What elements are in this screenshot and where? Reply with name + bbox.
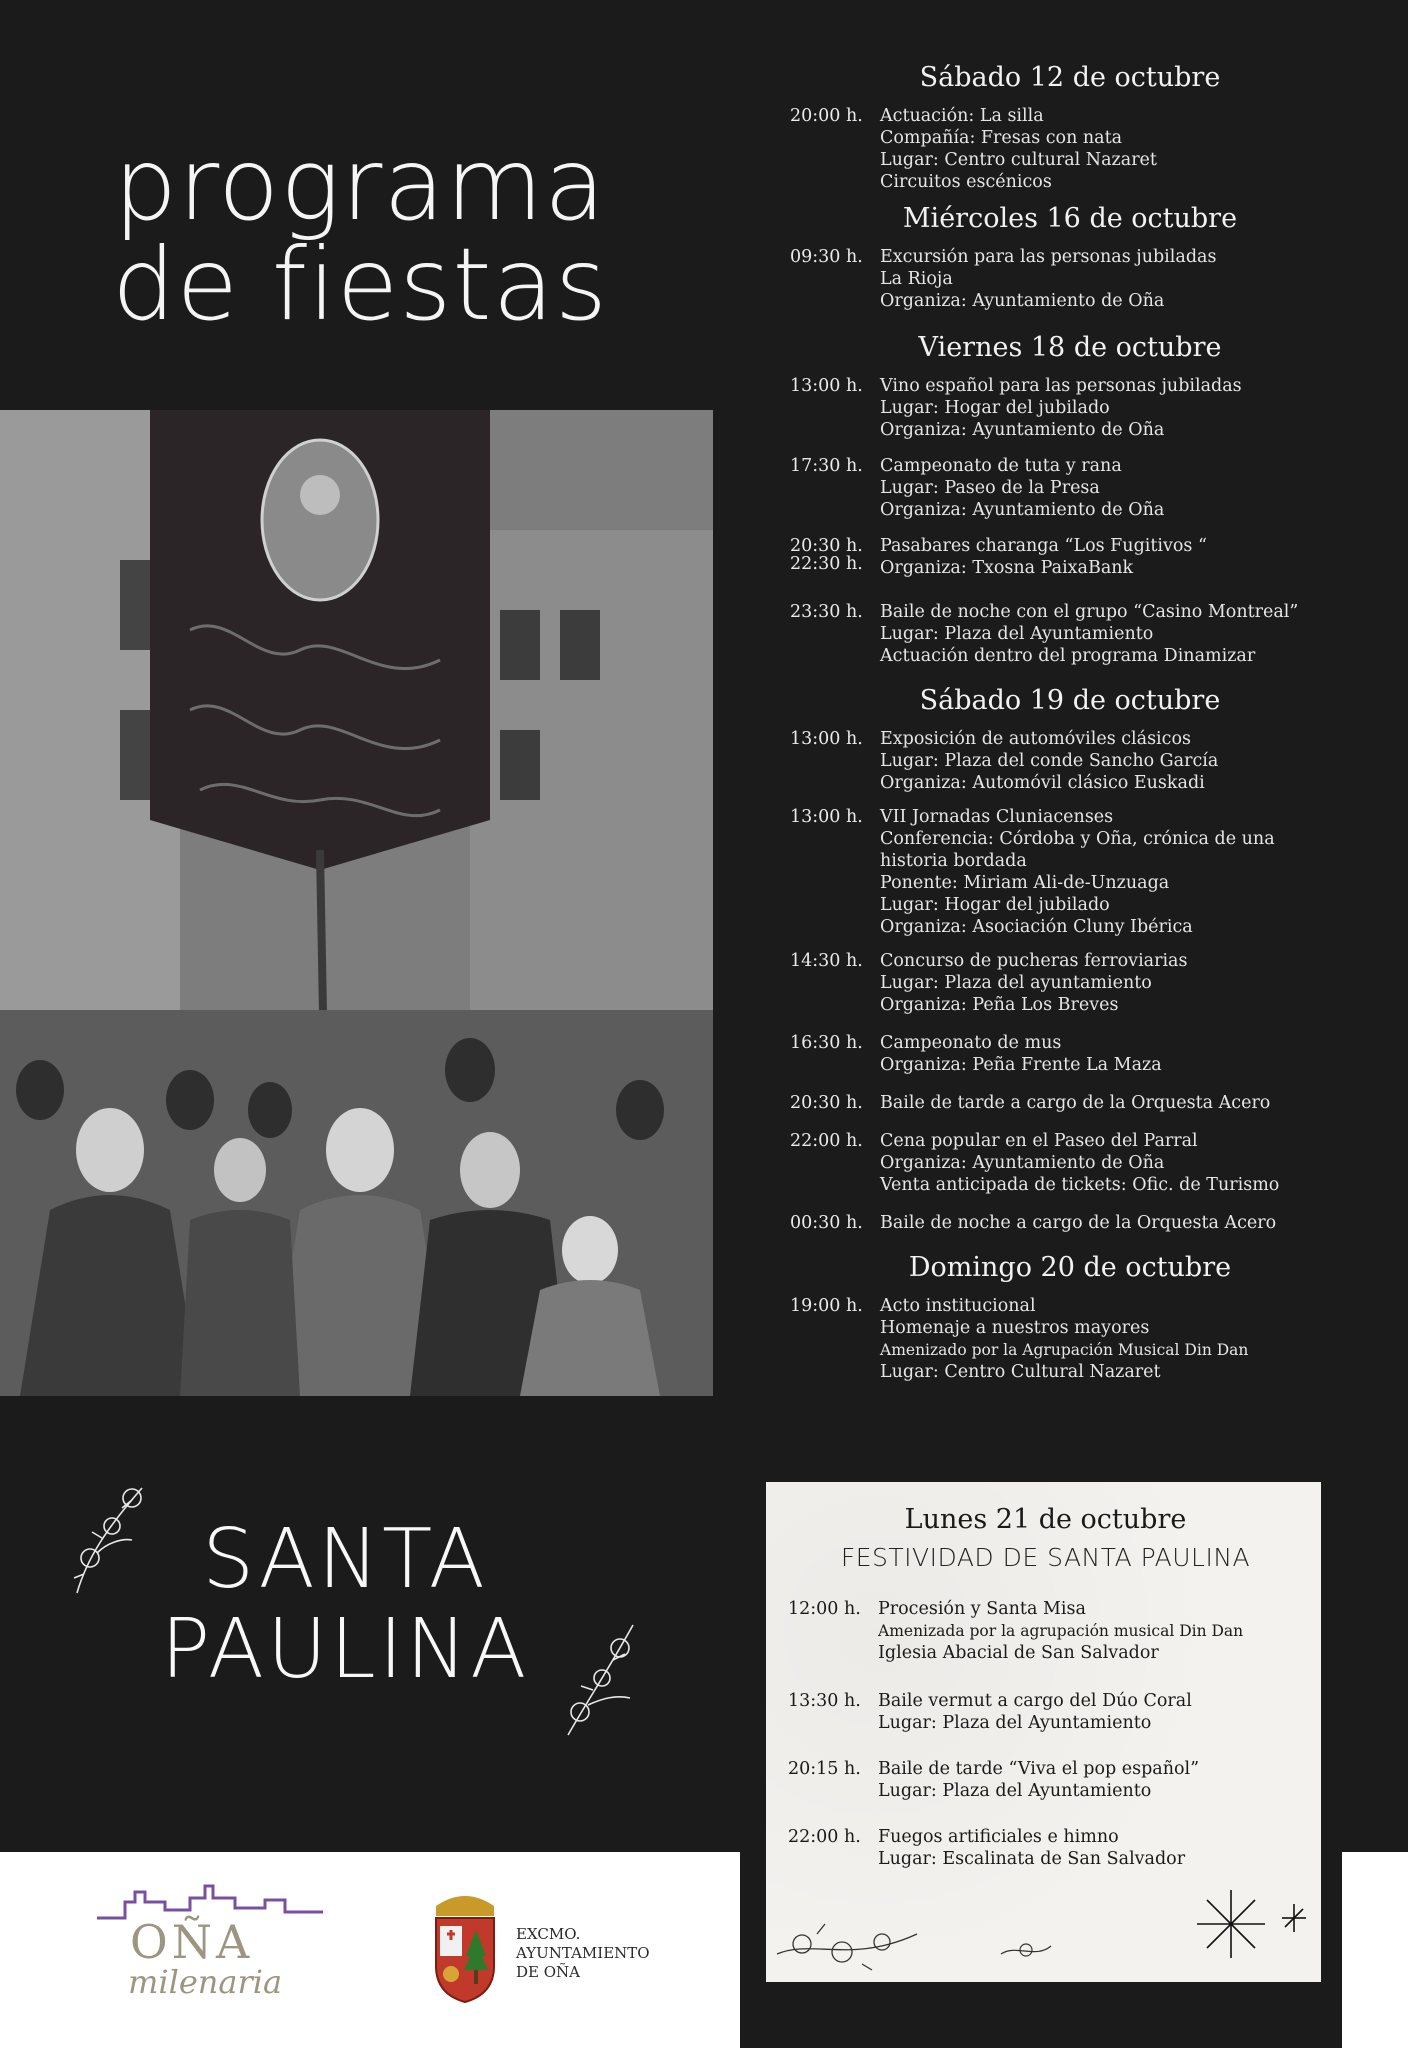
event-line: Baile vermut a cargo del Dúo Coral — [878, 1691, 1192, 1711]
event-time: 14:30 h. — [790, 951, 863, 971]
monday-panel — [766, 1482, 1321, 1982]
event-line: Homenaje a nuestros mayores — [880, 1318, 1150, 1338]
floral-ornament-icon — [62, 1478, 152, 1598]
event-time: 17:30 h. — [790, 456, 863, 476]
day-heading: Sábado 19 de octubre — [919, 685, 1221, 716]
event-line: Exposición de automóviles clásicos — [880, 729, 1191, 749]
day-block — [790, 1252, 1350, 1383]
event-line: Excursión para las personas jubiladas — [880, 247, 1217, 267]
ayuntamiento-line-2: AYUNTAMIENTO — [516, 1944, 650, 1962]
event-line: Actuación dentro del programa Dinamizar — [880, 646, 1256, 666]
event-time: 13:00 h. — [790, 807, 863, 827]
event-line: Organiza: Peña Los Breves — [880, 995, 1119, 1015]
event-line: Baile de noche a cargo de la Orquesta Acero — [880, 1213, 1277, 1233]
event — [788, 1826, 1303, 1870]
event-time: 13:30 h. — [788, 1691, 861, 1711]
event-time: 00:30 h. — [790, 1213, 863, 1233]
event-line: Vino español para las personas jubiladas — [880, 376, 1242, 396]
event — [790, 1212, 1350, 1234]
event — [790, 950, 1350, 1016]
event-line: Lugar: Paseo de la Presa — [880, 478, 1100, 498]
event-line: Lugar: Plaza del ayuntamiento — [880, 973, 1152, 993]
saint-name — [100, 1512, 590, 1697]
flower-small-icon — [996, 1934, 1056, 1964]
floral-ornament-icon — [558, 1620, 648, 1740]
saint-name-line-1: SANTA — [202, 1512, 488, 1607]
event-line: Baile de tarde a cargo de la Orquesta Acero — [880, 1093, 1271, 1113]
title-line-2: de fiestas — [112, 226, 608, 343]
event-line: Conferencia: Córdoba y Oña, crónica de una — [880, 829, 1275, 849]
event-line: Lugar: Plaza del Ayuntamiento — [880, 624, 1154, 644]
event-time: 19:00 h. — [790, 1296, 863, 1316]
footer-right-bar — [1342, 1852, 1408, 2048]
event-time: 20:15 h. — [788, 1759, 861, 1779]
page-title — [80, 126, 640, 343]
event-line: Iglesia Abacial de San Salvador — [878, 1643, 1159, 1663]
event-line: Campeonato de tuta y rana — [880, 456, 1122, 476]
event-line: Lugar: Hogar del jubilado — [880, 398, 1110, 418]
saint-name-line-2: PAULINA — [160, 1602, 530, 1697]
event-time: 20:30 h. — [790, 536, 863, 556]
event — [790, 1092, 1350, 1114]
event-line: La Rioja — [880, 269, 953, 289]
event-time: 12:00 h. — [788, 1599, 861, 1619]
day-heading: Domingo 20 de octubre — [908, 1252, 1232, 1283]
event-line: Procesión y Santa Misa — [878, 1599, 1086, 1619]
event-line: Fuegos artificiales e himno — [878, 1827, 1119, 1847]
event-time: 13:00 h. — [790, 376, 863, 396]
event-line: Lugar: Escalinata de San Salvador — [878, 1849, 1186, 1869]
event-line: Cena popular en el Paseo del Parral — [880, 1131, 1198, 1151]
ona-logo-name: OÑA — [130, 1915, 254, 1969]
event — [788, 1598, 1303, 1664]
event-line: Organiza: Asociación Cluny Ibérica — [880, 917, 1193, 937]
event-line: Venta anticipada de tickets: Ofic. de Turismo — [880, 1175, 1280, 1195]
event-line: Organiza: Ayuntamiento de Oña — [880, 291, 1165, 311]
day-heading: Sábado 12 de octubre — [919, 62, 1221, 93]
event-line: historia bordada — [880, 851, 1027, 871]
day-block — [790, 62, 1350, 193]
event-time: 22:00 h. — [790, 1131, 863, 1151]
event — [790, 806, 1350, 938]
day-block — [790, 203, 1350, 312]
event-line: Acto institucional — [880, 1296, 1036, 1316]
event-line: Baile de tarde “Viva el pop español” — [878, 1759, 1200, 1779]
event-line: Circuitos escénicos — [880, 172, 1052, 192]
event-time: 13:00 h. — [790, 729, 863, 749]
event-line: Lugar: Plaza del Ayuntamiento — [878, 1781, 1152, 1801]
event-line: Lugar: Plaza del Ayuntamiento — [878, 1713, 1152, 1733]
procession-illustration — [0, 410, 713, 1396]
title-line-1: programa — [113, 126, 607, 243]
event — [790, 728, 1350, 794]
event-line: Lugar: Plaza del conde Sancho García — [880, 751, 1219, 771]
event — [790, 246, 1350, 312]
day-heading: Lunes 21 de octubre — [904, 1504, 1187, 1535]
event — [788, 1758, 1303, 1802]
ayuntamiento-line-3: DE OÑA — [516, 1963, 580, 1981]
event-time: 23:30 h. — [790, 602, 863, 622]
day-block — [790, 332, 1350, 667]
event-line: Campeonato de mus — [880, 1033, 1062, 1053]
event-time: 20:30 h. — [790, 1093, 863, 1113]
event-time: 16:30 h. — [790, 1033, 863, 1053]
event-line: VII Jornadas Cluniacenses — [880, 807, 1114, 827]
event — [790, 1032, 1350, 1076]
event — [790, 1295, 1350, 1383]
event-line: Organiza: Ayuntamiento de Oña — [880, 420, 1165, 440]
event-line: Organiza: Peña Frente La Maza — [880, 1055, 1162, 1075]
day-block — [790, 685, 1350, 1234]
event-line: Lugar: Hogar del jubilado — [880, 895, 1110, 915]
event-line: Compañía: Fresas con nata — [880, 128, 1123, 148]
event-line: Lugar: Centro cultural Nazaret — [880, 150, 1157, 170]
event-line: Organiza: Ayuntamiento de Oña — [880, 1153, 1165, 1173]
fireworks-icon — [1186, 1882, 1316, 1978]
event-line: Actuación: La silla — [880, 106, 1044, 126]
day-heading: Viernes 18 de octubre — [918, 332, 1222, 363]
event-line: Pasabares charanga “Los Fugitivos “ — [880, 536, 1207, 556]
coat-of-arms-icon — [428, 1886, 502, 2006]
event-time: 20:00 h. — [790, 106, 863, 126]
event — [790, 601, 1350, 667]
festivity-title: FESTIVIDAD DE SANTA PAULINA — [840, 1543, 1251, 1572]
event-line: Organiza: Ayuntamiento de Oña — [880, 500, 1165, 520]
event — [790, 1130, 1350, 1196]
event-line: Baile de noche con el grupo “Casino Montreal” — [880, 602, 1299, 622]
event-line: Organiza: Automóvil clásico Euskadi — [880, 773, 1205, 793]
event — [790, 105, 1350, 193]
event — [790, 535, 1350, 579]
ayuntamiento-label — [516, 1925, 676, 1982]
ona-logo-subtitle: milenaria — [128, 1963, 283, 2001]
procession-photo — [0, 410, 713, 1396]
day-heading: Miércoles 16 de octubre — [902, 203, 1238, 234]
event-time: 09:30 h. — [790, 247, 863, 267]
schedule — [790, 62, 1350, 1383]
event-line: Lugar: Centro Cultural Nazaret — [880, 1362, 1161, 1382]
event — [790, 375, 1350, 441]
flower-border-icon — [772, 1914, 922, 1974]
event-line: Organiza: Txosna PaixaBank — [880, 558, 1134, 578]
event-line: Amenizado por la Agrupación Musical Din Dan — [880, 1341, 1249, 1359]
event — [788, 1690, 1303, 1734]
event-line: Amenizada por la agrupación musical Din Dan — [878, 1622, 1244, 1640]
ayuntamiento-line-1: EXCMO. — [516, 1925, 581, 1943]
event-time: 22:00 h. — [788, 1827, 861, 1847]
event-line: Ponente: Miriam Ali-de-Unzuaga — [880, 873, 1170, 893]
event-line: Concurso de pucheras ferroviarias — [880, 951, 1188, 971]
event — [790, 455, 1350, 521]
event-time-end: 22:30 h. — [790, 554, 863, 574]
